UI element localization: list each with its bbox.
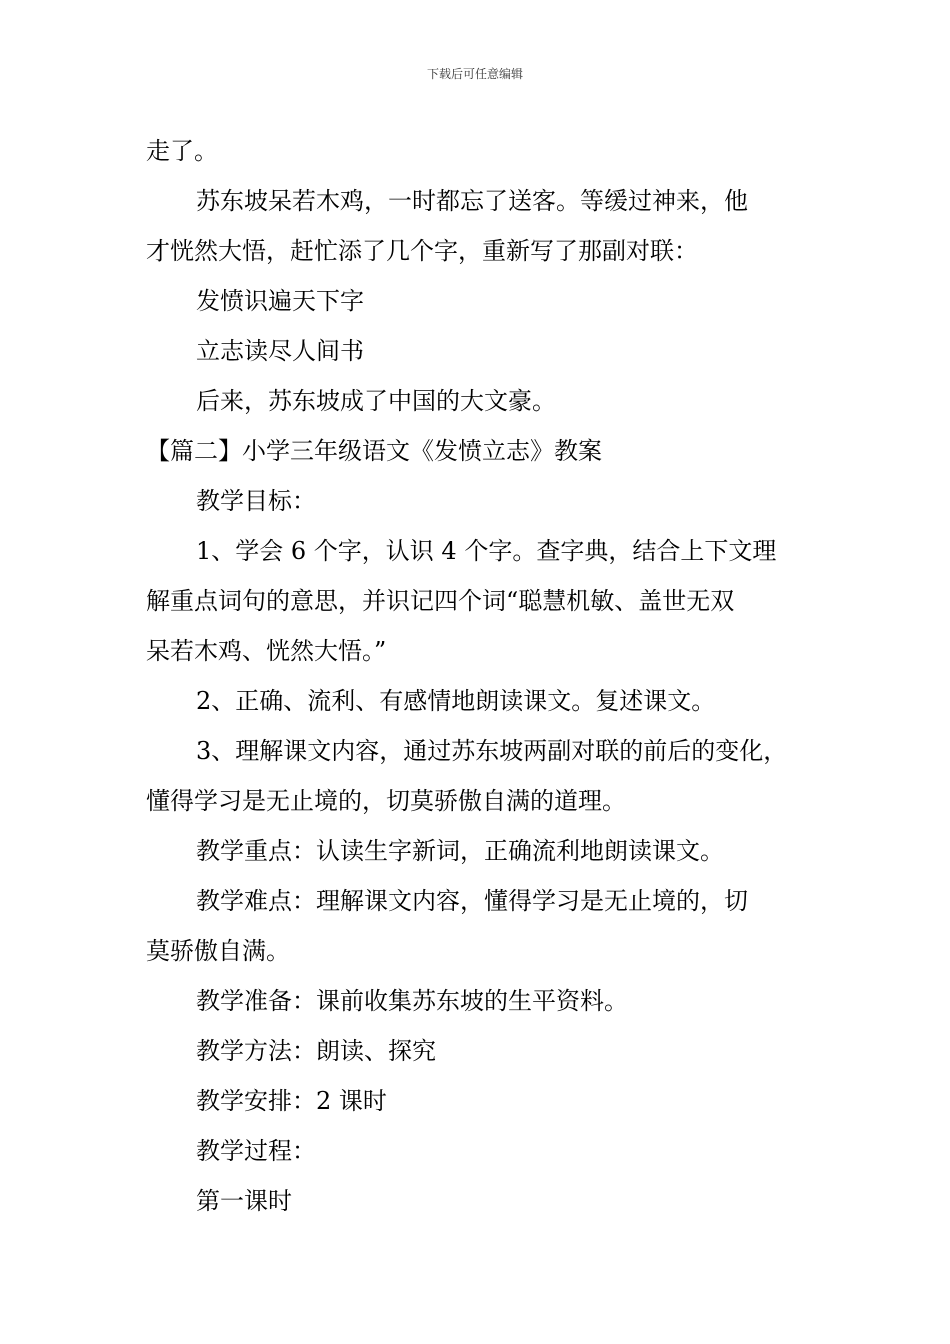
text-line: 2、正确、流利、有感情地朗读课文。复述课文。: [196, 687, 716, 715]
text-line: 苏东坡呆若木鸡，一时都忘了送客。等缓过神来，他: [196, 187, 748, 215]
text-line: 教学过程：: [196, 1137, 316, 1165]
text-line: 教学方法：朗读、探究: [196, 1037, 436, 1065]
text-line: 第一课时: [196, 1187, 292, 1215]
text-line: 教学安排：2 课时: [196, 1087, 387, 1115]
couplet-line-2: 立志读尽人间书: [196, 337, 364, 365]
text-line: 1、学会 6 个字，认识 4 个字。查字典，结合上下文理: [196, 537, 777, 565]
body-text: [146, 126, 810, 1226]
text-line: 教学重点：认读生字新词，正确流利地朗读课文。: [196, 837, 724, 865]
header-note: 下载后可任意编辑: [426, 67, 523, 81]
couplet-line-1: 发愤识遍天下字: [196, 287, 364, 315]
text-line: 呆若木鸡、恍然大悟。”: [146, 637, 387, 665]
text-line: 解重点词句的意思，并识记四个词“聪慧机敏、盖世无双: [146, 587, 735, 615]
section-heading: 【篇二】小学三年级语文《发愤立志》教案: [146, 437, 602, 465]
text-line: 教学准备：课前收集苏东坡的生平资料。: [196, 987, 628, 1015]
text-line: 教学目标：: [196, 487, 316, 515]
text-line: 走了。: [146, 137, 218, 165]
text-line: 后来，苏东坡成了中国的大文豪。: [196, 387, 556, 415]
text-line: 莫骄傲自满。: [146, 937, 290, 965]
text-line: 懂得学习是无止境的，切莫骄傲自满的道理。: [146, 787, 626, 815]
text-line: 教学难点：理解课文内容，懂得学习是无止境的，切: [196, 887, 748, 915]
text-line: 才恍然大悟，赶忙添了几个字，重新写了那副对联：: [146, 237, 698, 265]
text-line: 3、理解课文内容，通过苏东坡两副对联的前后的变化，: [196, 737, 788, 765]
